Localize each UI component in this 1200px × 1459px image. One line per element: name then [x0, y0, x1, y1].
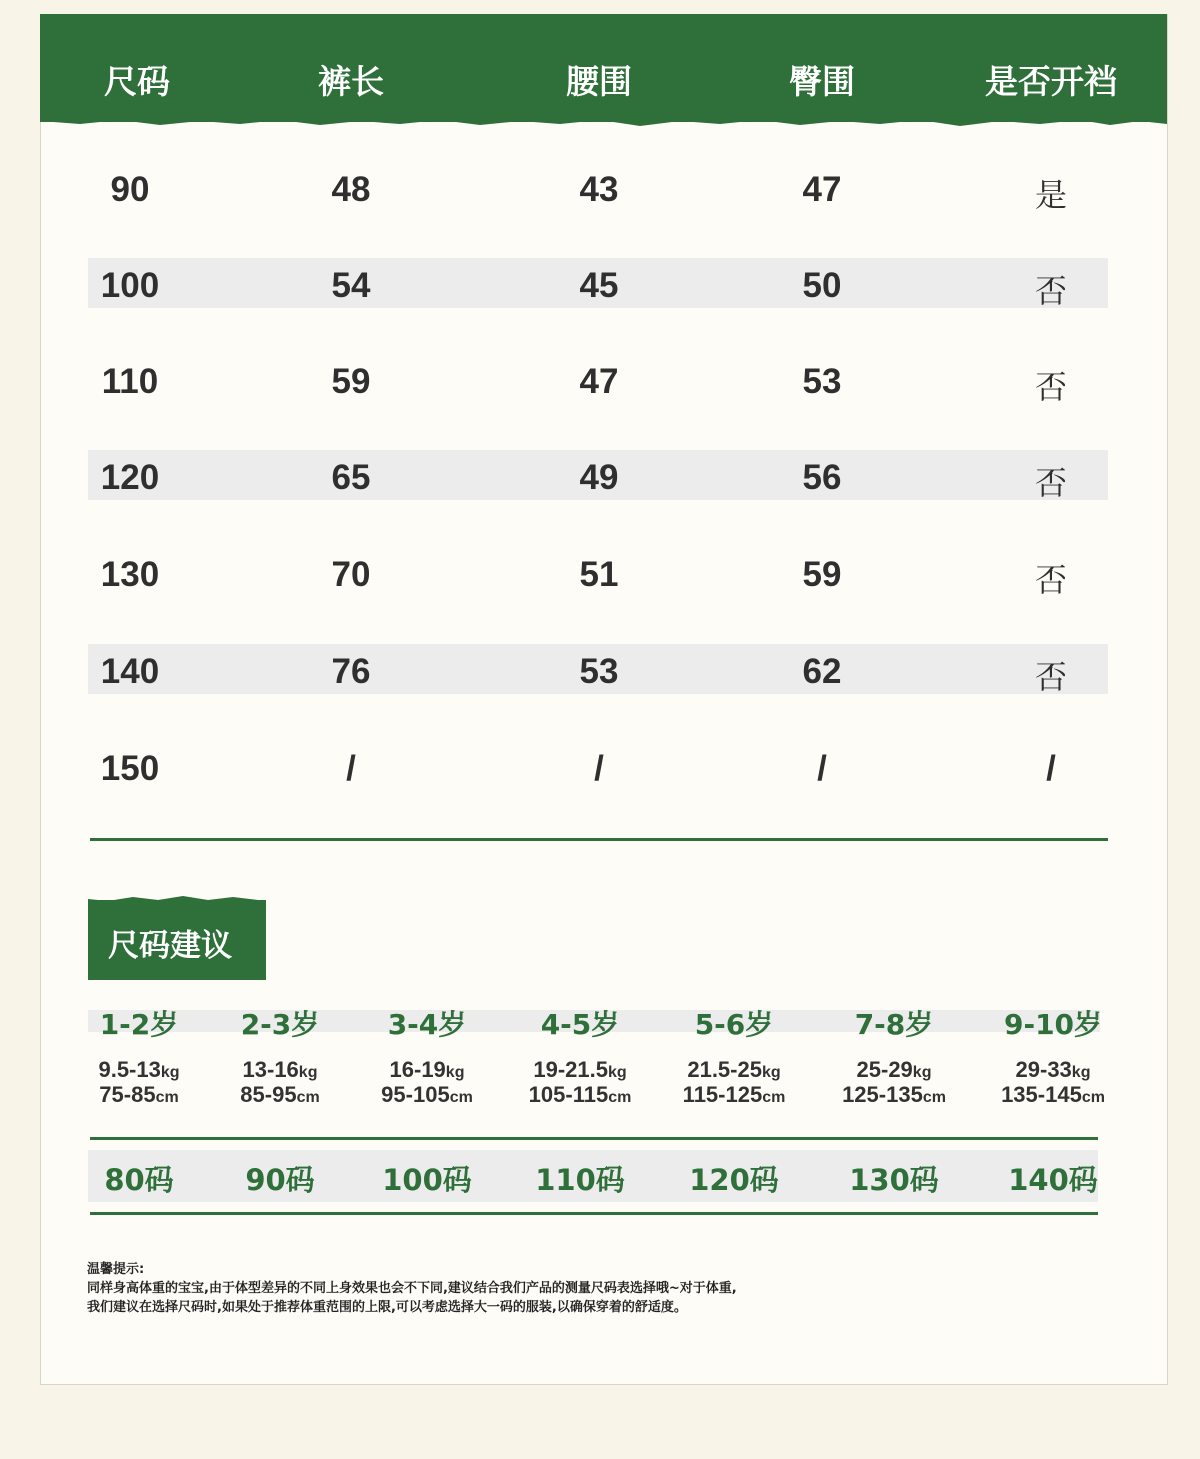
range-unit: kg	[445, 1064, 465, 1081]
age-label: 3-4岁	[387, 1008, 467, 1041]
age-label: 2-3岁	[240, 1008, 320, 1041]
age-label: 4-5岁	[540, 1008, 620, 1041]
table-cell: 59	[802, 555, 842, 594]
recommended-size: 110码	[535, 1163, 625, 1197]
table-cell: 53	[579, 652, 619, 691]
age-label: 9-10岁	[1003, 1008, 1103, 1041]
table-bottom-divider	[90, 838, 1108, 841]
table-cell: /	[1046, 749, 1056, 788]
table-cell: 120	[100, 458, 160, 497]
tips-block	[87, 1260, 737, 1317]
weight-range	[687, 1057, 780, 1083]
header-cell: 是否开裆	[985, 62, 1117, 101]
table-cell: 48	[331, 170, 371, 209]
range-unit: cm	[449, 1089, 473, 1106]
table-cell: /	[817, 749, 827, 788]
recommended-size: 120码	[689, 1163, 779, 1197]
recommended-size: 140码	[1008, 1163, 1098, 1197]
range-value: 19-21.5	[533, 1057, 608, 1082]
table-cell: 否	[1034, 561, 1068, 599]
table-cell: 47	[579, 362, 619, 401]
range-value: 16-19	[389, 1057, 446, 1082]
range-value: 21.5-25	[687, 1057, 762, 1082]
range-unit: cm	[155, 1089, 179, 1106]
table-cell: 90	[110, 170, 150, 209]
tips-line-1: 同样身高体重的宝宝,由于体型差异的不同上身效果也会不下同,建议结合我们产品的测量尺码表选择哦~对于体重,	[87, 1281, 737, 1296]
table-cell: /	[594, 749, 604, 788]
table-cell: 47	[802, 170, 842, 209]
table-cell: 否	[1034, 272, 1068, 310]
height-range	[240, 1082, 319, 1108]
size-advice-tag	[88, 900, 266, 980]
height-range	[1001, 1082, 1105, 1108]
size-advice-title: 尺码建议	[108, 928, 232, 964]
header-cell: 腰围	[566, 62, 632, 101]
range-unit: kg	[761, 1064, 781, 1081]
height-range	[842, 1082, 946, 1108]
table-cell: 130	[100, 555, 160, 594]
advice-bottom-divider	[90, 1212, 1098, 1215]
height-range	[683, 1082, 786, 1108]
range-value: 135-145	[1001, 1082, 1082, 1107]
table-cell: 43	[579, 170, 619, 209]
range-unit: cm	[296, 1089, 320, 1106]
range-value: 125-135	[842, 1082, 923, 1107]
range-value: 85-95	[240, 1082, 297, 1107]
advice-top-divider	[90, 1137, 1098, 1140]
table-cell: 53	[802, 362, 842, 401]
range-unit: kg	[912, 1064, 932, 1081]
range-unit: cm	[608, 1089, 632, 1106]
table-cell: 54	[331, 266, 371, 305]
table-cell: 49	[579, 458, 619, 497]
table-cell: 否	[1034, 464, 1068, 502]
table-cell: 100	[100, 266, 160, 305]
weight-range	[533, 1057, 626, 1083]
table-cell: 51	[579, 555, 619, 594]
table-cell: 否	[1034, 658, 1068, 696]
range-value: 105-115	[528, 1082, 609, 1107]
range-value: 25-29	[856, 1057, 913, 1082]
range-unit: cm	[762, 1089, 786, 1106]
range-unit: kg	[607, 1064, 627, 1081]
tips-line-2: 我们建议在选择尺码时,如果处于推荐体重范围的上限,可以考虑选择大一码的服装,以确保穿着的舒适度。	[87, 1300, 687, 1315]
recommended-size: 130码	[849, 1163, 939, 1197]
weight-range	[243, 1057, 318, 1083]
table-cell: 50	[802, 266, 842, 305]
range-value: 29-33	[1015, 1057, 1072, 1082]
age-label: 5-6岁	[694, 1008, 774, 1041]
range-value: 9.5-13	[98, 1057, 161, 1082]
tips-title: 温馨提示:	[87, 1262, 145, 1277]
weight-range	[98, 1057, 179, 1083]
height-range	[99, 1082, 178, 1108]
header-torn-edge	[40, 112, 1167, 132]
range-value: 13-16	[242, 1057, 299, 1082]
range-unit: kg	[298, 1064, 318, 1081]
table-cell: 否	[1034, 368, 1068, 406]
weight-range	[1016, 1057, 1091, 1083]
header-cell: 尺码	[104, 62, 170, 101]
table-cell: 59	[331, 362, 371, 401]
height-range	[381, 1082, 473, 1108]
table-cell: 76	[331, 652, 371, 691]
table-cell: 是	[1034, 176, 1068, 214]
range-value: 95-105	[381, 1082, 450, 1107]
table-cell: 110	[101, 362, 159, 401]
table-cell: 150	[100, 749, 160, 788]
table-cell: /	[346, 749, 356, 788]
recommended-size: 90码	[245, 1163, 315, 1197]
range-unit: cm	[1081, 1089, 1105, 1106]
table-cell: 45	[579, 266, 619, 305]
recommended-size: 80码	[104, 1163, 174, 1197]
weight-range	[857, 1057, 932, 1083]
header-cell: 裤长	[318, 62, 384, 101]
range-unit: cm	[922, 1089, 946, 1106]
range-value: 115-125	[682, 1082, 763, 1107]
height-range	[529, 1082, 632, 1108]
table-cell: 62	[802, 652, 842, 691]
recommended-size: 100码	[382, 1163, 472, 1197]
table-cell: 70	[331, 555, 371, 594]
range-value: 75-85	[99, 1082, 156, 1107]
weight-range	[390, 1057, 465, 1083]
table-cell: 56	[802, 458, 842, 497]
header-cell: 臀围	[789, 62, 855, 101]
table-cell: 65	[331, 458, 371, 497]
range-unit: kg	[160, 1064, 180, 1081]
age-label: 1-2岁	[99, 1008, 179, 1041]
range-unit: kg	[1071, 1064, 1091, 1081]
table-cell: 140	[100, 652, 160, 691]
age-label: 7-8岁	[854, 1008, 934, 1041]
